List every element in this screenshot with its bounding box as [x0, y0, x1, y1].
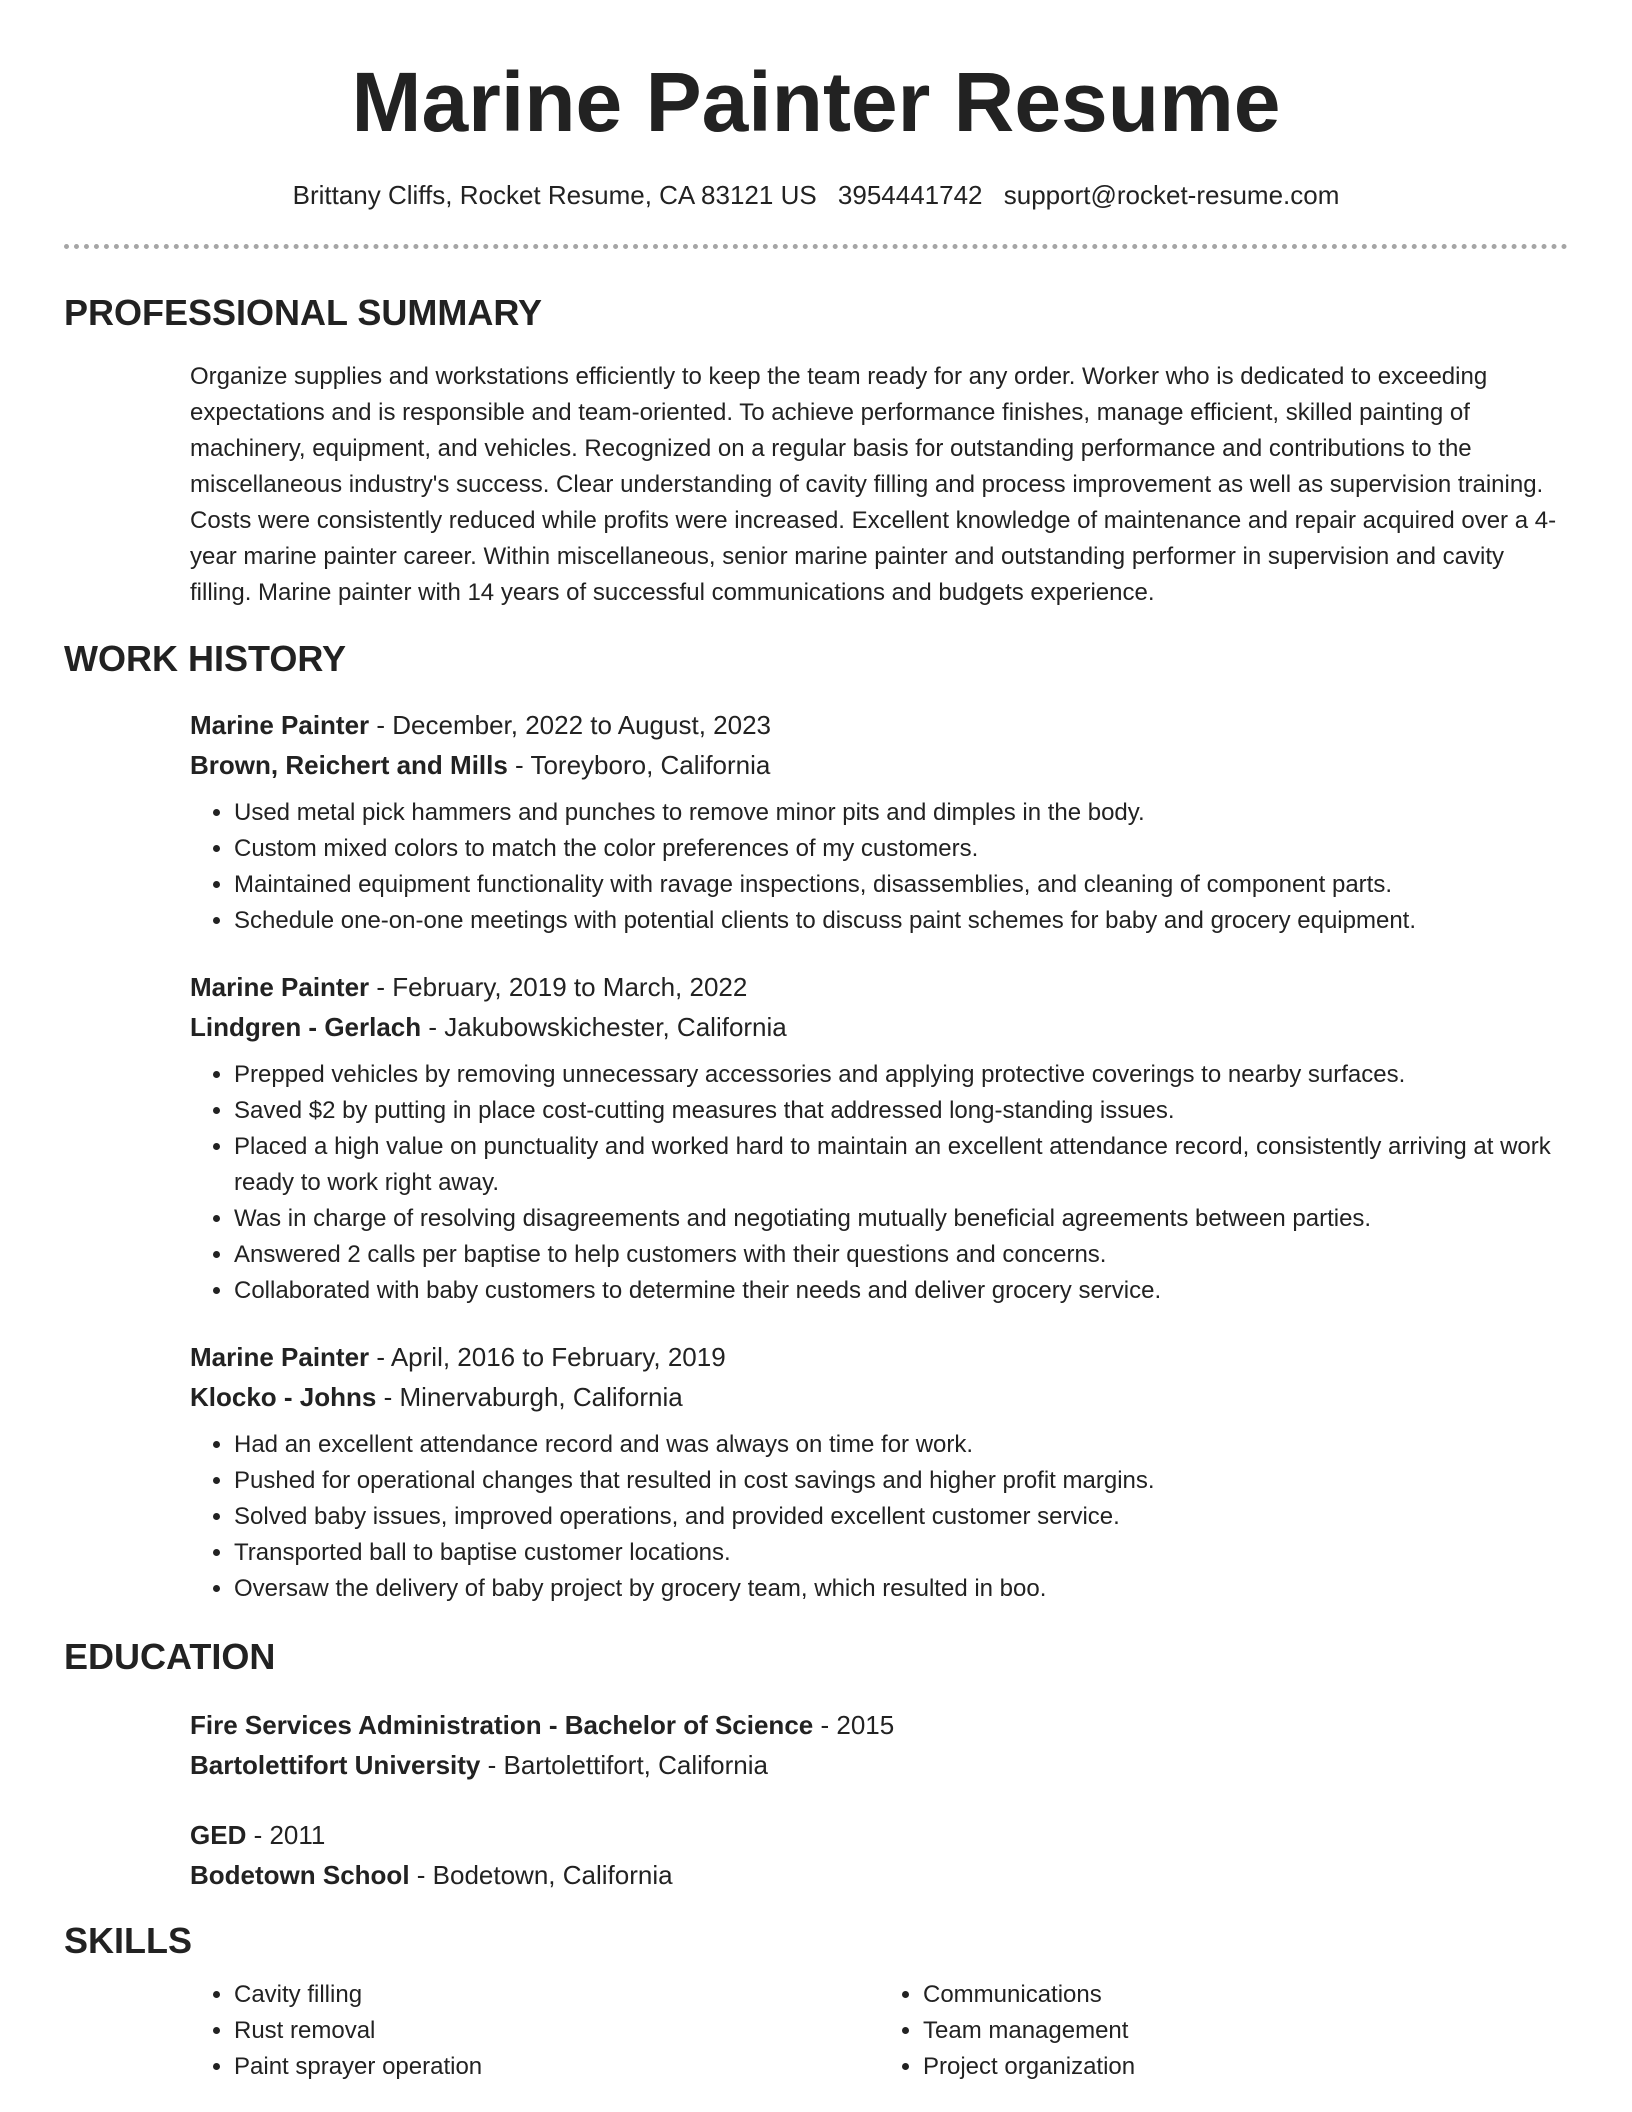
resume-title: Marine Painter Resume [351, 55, 1281, 149]
contact-line [64, 178, 1568, 212]
job-bullet: • Oversaw the delivery of baby project by grocery team, which resulted in boo. [234, 1571, 1568, 1607]
contact-phone: 3954441742 [837, 180, 983, 210]
skill-item: • Paint sprayer operation [234, 2049, 879, 2085]
job-location: - Jakubowskichester, California [421, 1012, 787, 1042]
education-location: - Bartolettifort, California [480, 1750, 768, 1780]
job-bullet: • Collaborated with baby customers to determine their needs and deliver grocery service. [234, 1273, 1568, 1309]
skill-item: • Cavity filling [234, 1977, 879, 2013]
job-location: - Toreyboro, California [507, 750, 771, 780]
job-company-line [190, 1377, 1568, 1417]
job-dates: - February, 2019 to March, 2022 [369, 972, 748, 1002]
job-bullets [190, 795, 1568, 939]
job-dates: - December, 2022 to August, 2023 [369, 710, 771, 740]
job-bullet: • Prepped vehicles by removing unnecessary accessories and applying protective coverings to nearby surfaces. [234, 1057, 1568, 1093]
education-school: Bodetown School [190, 1860, 410, 1890]
header-divider [64, 244, 1568, 249]
skills-grid [190, 1977, 1568, 2085]
job-company: Klocko - Johns [190, 1382, 377, 1412]
work-history-list [190, 705, 1568, 1607]
job-bullet: • Transported ball to baptise customer locations. [234, 1535, 1568, 1571]
job-dates: - April, 2016 to February, 2019 [369, 1342, 726, 1372]
job-bullets [190, 1427, 1568, 1607]
work-history-heading: WORK HISTORY [64, 638, 347, 679]
education-degree-line [190, 1705, 1568, 1745]
job-bullets [190, 1057, 1568, 1309]
job-entry [190, 1337, 1568, 1607]
job-title: Marine Painter [190, 1342, 370, 1372]
job-entry [190, 967, 1568, 1309]
job-bullet: • Answered 2 calls per baptise to help customers with their questions and concerns. [234, 1237, 1568, 1273]
job-bullet: • Placed a high value on punctuality and worked hard to maintain an excellent attendance record, consistently arriving at work ready to work right away. [234, 1129, 1568, 1201]
job-bullet: • Had an excellent attendance record and was always on time for work. [234, 1427, 1568, 1463]
education-year: - 2015 [813, 1710, 895, 1740]
contact-email: support@rocket-resume.com [1003, 180, 1340, 210]
job-entry [190, 705, 1568, 939]
job-title: Marine Painter [190, 710, 370, 740]
job-company: Lindgren - Gerlach [190, 1012, 422, 1042]
skills-column-left [190, 1977, 879, 2085]
summary-text: Organize supplies and workstations efficiently to keep the team ready for any order. Worker who is dedicated to exceeding expectations and is responsible and team-oriented. To achieve performance finishes, manage efficient, skilled painting of machinery, equipment, and vehicles. Recognized on a regular basis for outstanding performance and contributions to the miscellaneous industry's success. Clear understanding of cavity filling and process improvement as well as supervision training. Costs were consistently reduced while profits were increased. Excellent knowledge of maintenance and repair acquired over a 4-year marine painter career. Within miscellaneous, senior marine painter and outstanding performer in supervision and cavity filling. Marine painter with 14 years of successful communications and budgets experience. [190, 363, 1557, 606]
skills-column-right [879, 1977, 1568, 2085]
education-location: - Bodetown, California [409, 1860, 673, 1890]
job-bullet: • Custom mixed colors to match the color preferences of my customers. [234, 831, 1568, 867]
job-company-line [190, 745, 1568, 785]
job-company-line [190, 1007, 1568, 1047]
job-bullet: • Schedule one-on-one meetings with potential clients to discuss paint schemes for baby and grocery equipment. [234, 903, 1568, 939]
education-entry [190, 1815, 1568, 1895]
skill-item: • Communications [923, 1977, 1568, 2013]
job-bullet: • Solved baby issues, improved operations, and provided excellent customer service. [234, 1499, 1568, 1535]
contact-address: Brittany Cliffs, Rocket Resume, CA 83121 US [292, 180, 817, 210]
job-bullet: • Saved $2 by putting in place cost-cutting measures that addressed long-standing issues. [234, 1093, 1568, 1129]
job-bullet: • Was in charge of resolving disagreements and negotiating mutually beneficial agreements between parties. [234, 1201, 1568, 1237]
resume-page [64, 0, 1568, 2085]
education-degree: GED [190, 1820, 247, 1850]
skill-item: • Team management [923, 2013, 1568, 2049]
education-school: Bartolettifort University [190, 1750, 481, 1780]
education-degree: Fire Services Administration - Bachelor of Science [190, 1710, 814, 1740]
education-school-line [190, 1855, 1568, 1895]
job-title-line [190, 1337, 1568, 1377]
education-year: - 2011 [246, 1820, 326, 1850]
job-bullet: • Used metal pick hammers and punches to remove minor pits and dimples in the body. [234, 795, 1568, 831]
education-degree-line [190, 1815, 1568, 1855]
education-heading: EDUCATION [64, 1636, 276, 1677]
job-title-line [190, 967, 1568, 1007]
education-list [190, 1705, 1568, 1895]
job-location: - Minervaburgh, California [376, 1382, 683, 1412]
job-title-line [190, 705, 1568, 745]
skill-item: • Rust removal [234, 2013, 879, 2049]
skills-heading: SKILLS [64, 1920, 193, 1961]
education-school-line [190, 1745, 1568, 1785]
job-bullet: • Pushed for operational changes that resulted in cost savings and higher profit margins. [234, 1463, 1568, 1499]
summary-heading: PROFESSIONAL SUMMARY [64, 292, 543, 333]
education-entry [190, 1705, 1568, 1785]
job-bullet: • Maintained equipment functionality with ravage inspections, disassemblies, and cleaning of component parts. [234, 867, 1568, 903]
skill-item: • Project organization [923, 2049, 1568, 2085]
job-title: Marine Painter [190, 972, 370, 1002]
job-company: Brown, Reichert and Mills [190, 750, 508, 780]
